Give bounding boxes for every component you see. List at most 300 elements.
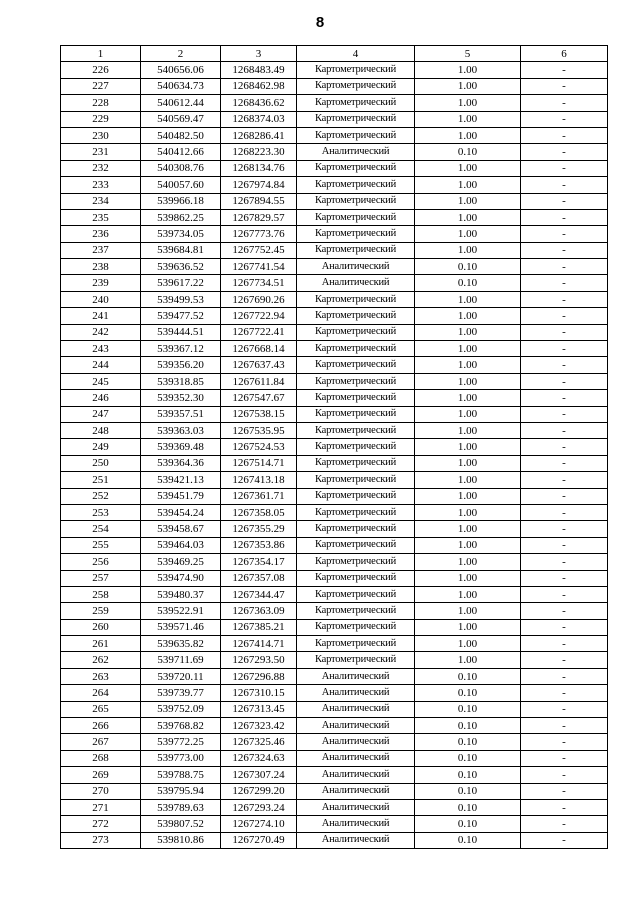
- note-cell: -: [521, 390, 608, 406]
- x-coordinate-cell: 539318.85: [141, 373, 221, 389]
- method-cell: Аналитический: [297, 767, 415, 783]
- note-cell: -: [521, 357, 608, 373]
- method-cell: Картометрический: [297, 455, 415, 471]
- y-coordinate-cell: 1268286.41: [221, 127, 297, 143]
- point-number-cell: 270: [61, 783, 141, 799]
- point-number-cell: 259: [61, 603, 141, 619]
- y-coordinate-cell: 1267414.71: [221, 636, 297, 652]
- y-coordinate-cell: 1267293.50: [221, 652, 297, 668]
- method-cell: Картометрический: [297, 406, 415, 422]
- y-coordinate-cell: 1267752.45: [221, 242, 297, 258]
- column-header: 3: [221, 46, 297, 62]
- y-coordinate-cell: 1267547.67: [221, 390, 297, 406]
- table-row: [61, 209, 608, 225]
- table-row: [61, 341, 608, 357]
- x-coordinate-cell: 539363.03: [141, 422, 221, 438]
- point-number-cell: 268: [61, 750, 141, 766]
- x-coordinate-cell: 539454.24: [141, 504, 221, 520]
- y-coordinate-cell: 1268436.62: [221, 95, 297, 111]
- table-row: [61, 488, 608, 504]
- point-number-cell: 236: [61, 226, 141, 242]
- point-number-cell: 226: [61, 62, 141, 78]
- table-row: [61, 390, 608, 406]
- y-coordinate-cell: 1267668.14: [221, 341, 297, 357]
- point-number-cell: 264: [61, 685, 141, 701]
- method-cell: Картометрический: [297, 603, 415, 619]
- table-header-row: [61, 46, 608, 62]
- method-cell: Картометрический: [297, 193, 415, 209]
- x-coordinate-cell: 539711.69: [141, 652, 221, 668]
- accuracy-cell: 1.00: [415, 636, 521, 652]
- table-row: [61, 668, 608, 684]
- point-number-cell: 261: [61, 636, 141, 652]
- accuracy-cell: 1.00: [415, 537, 521, 553]
- x-coordinate-cell: 539807.52: [141, 816, 221, 832]
- method-cell: Картометрический: [297, 127, 415, 143]
- table-row: [61, 619, 608, 635]
- point-number-cell: 247: [61, 406, 141, 422]
- x-coordinate-cell: 539464.03: [141, 537, 221, 553]
- x-coordinate-cell: 540612.44: [141, 95, 221, 111]
- point-number-cell: 239: [61, 275, 141, 291]
- point-number-cell: 233: [61, 177, 141, 193]
- accuracy-cell: 1.00: [415, 570, 521, 586]
- note-cell: -: [521, 816, 608, 832]
- y-coordinate-cell: 1268374.03: [221, 111, 297, 127]
- point-number-cell: 265: [61, 701, 141, 717]
- x-coordinate-cell: 539772.25: [141, 734, 221, 750]
- point-number-cell: 237: [61, 242, 141, 258]
- point-number-cell: 232: [61, 160, 141, 176]
- note-cell: -: [521, 636, 608, 652]
- x-coordinate-cell: 539364.36: [141, 455, 221, 471]
- note-cell: -: [521, 750, 608, 766]
- y-coordinate-cell: 1267611.84: [221, 373, 297, 389]
- note-cell: -: [521, 308, 608, 324]
- accuracy-cell: 0.10: [415, 275, 521, 291]
- accuracy-cell: 1.00: [415, 242, 521, 258]
- table-row: [61, 193, 608, 209]
- note-cell: -: [521, 324, 608, 340]
- method-cell: Картометрический: [297, 504, 415, 520]
- table-row: [61, 357, 608, 373]
- point-number-cell: 266: [61, 718, 141, 734]
- method-cell: Картометрический: [297, 95, 415, 111]
- note-cell: -: [521, 259, 608, 275]
- accuracy-cell: 0.10: [415, 259, 521, 275]
- point-number-cell: 269: [61, 767, 141, 783]
- x-coordinate-cell: 540634.73: [141, 78, 221, 94]
- x-coordinate-cell: 539684.81: [141, 242, 221, 258]
- accuracy-cell: 1.00: [415, 324, 521, 340]
- accuracy-cell: 1.00: [415, 652, 521, 668]
- note-cell: -: [521, 111, 608, 127]
- point-number-cell: 234: [61, 193, 141, 209]
- y-coordinate-cell: 1267296.88: [221, 668, 297, 684]
- note-cell: -: [521, 226, 608, 242]
- x-coordinate-cell: 539522.91: [141, 603, 221, 619]
- method-cell: Аналитический: [297, 701, 415, 717]
- x-coordinate-cell: 539752.09: [141, 701, 221, 717]
- y-coordinate-cell: 1267344.47: [221, 586, 297, 602]
- method-cell: Картометрический: [297, 209, 415, 225]
- y-coordinate-cell: 1267385.21: [221, 619, 297, 635]
- y-coordinate-cell: 1267358.05: [221, 504, 297, 520]
- method-cell: Картометрический: [297, 341, 415, 357]
- y-coordinate-cell: 1267274.10: [221, 816, 297, 832]
- accuracy-cell: 0.10: [415, 767, 521, 783]
- method-cell: Картометрический: [297, 177, 415, 193]
- x-coordinate-cell: 539571.46: [141, 619, 221, 635]
- table-row: [61, 685, 608, 701]
- y-coordinate-cell: 1267524.53: [221, 439, 297, 455]
- accuracy-cell: 1.00: [415, 95, 521, 111]
- note-cell: -: [521, 521, 608, 537]
- table-row: [61, 816, 608, 832]
- accuracy-cell: 1.00: [415, 193, 521, 209]
- method-cell: Картометрический: [297, 357, 415, 373]
- point-number-cell: 256: [61, 554, 141, 570]
- note-cell: -: [521, 439, 608, 455]
- table-row: [61, 111, 608, 127]
- table-body: [61, 62, 608, 849]
- x-coordinate-cell: 540482.50: [141, 127, 221, 143]
- point-number-cell: 248: [61, 422, 141, 438]
- accuracy-cell: 1.00: [415, 341, 521, 357]
- x-coordinate-cell: 539451.79: [141, 488, 221, 504]
- y-coordinate-cell: 1267353.86: [221, 537, 297, 553]
- table-row: [61, 373, 608, 389]
- point-number-cell: 257: [61, 570, 141, 586]
- y-coordinate-cell: 1267741.54: [221, 259, 297, 275]
- accuracy-cell: 1.00: [415, 373, 521, 389]
- table-row: [61, 177, 608, 193]
- y-coordinate-cell: 1268134.76: [221, 160, 297, 176]
- method-cell: Картометрический: [297, 373, 415, 389]
- table-row: [61, 652, 608, 668]
- note-cell: -: [521, 291, 608, 307]
- y-coordinate-cell: 1267722.94: [221, 308, 297, 324]
- point-number-cell: 251: [61, 472, 141, 488]
- table-row: [61, 455, 608, 471]
- point-number-cell: 238: [61, 259, 141, 275]
- method-cell: Картометрический: [297, 488, 415, 504]
- point-number-cell: 250: [61, 455, 141, 471]
- method-cell: Аналитический: [297, 259, 415, 275]
- note-cell: -: [521, 586, 608, 602]
- x-coordinate-cell: 539720.11: [141, 668, 221, 684]
- point-number-cell: 271: [61, 799, 141, 815]
- table-row: [61, 324, 608, 340]
- accuracy-cell: 1.00: [415, 586, 521, 602]
- point-number-cell: 227: [61, 78, 141, 94]
- x-coordinate-cell: 539352.30: [141, 390, 221, 406]
- point-number-cell: 252: [61, 488, 141, 504]
- y-coordinate-cell: 1267894.55: [221, 193, 297, 209]
- x-coordinate-cell: 539739.77: [141, 685, 221, 701]
- table-row: [61, 472, 608, 488]
- x-coordinate-cell: 539795.94: [141, 783, 221, 799]
- table-row: [61, 783, 608, 799]
- accuracy-cell: 0.10: [415, 783, 521, 799]
- method-cell: Картометрический: [297, 242, 415, 258]
- x-coordinate-cell: 539635.82: [141, 636, 221, 652]
- x-coordinate-cell: 539421.13: [141, 472, 221, 488]
- method-cell: Аналитический: [297, 668, 415, 684]
- note-cell: -: [521, 275, 608, 291]
- accuracy-cell: 0.10: [415, 685, 521, 701]
- method-cell: Картометрический: [297, 586, 415, 602]
- method-cell: Картометрический: [297, 390, 415, 406]
- y-coordinate-cell: 1267514.71: [221, 455, 297, 471]
- y-coordinate-cell: 1267690.26: [221, 291, 297, 307]
- note-cell: -: [521, 127, 608, 143]
- method-cell: Картометрический: [297, 62, 415, 78]
- y-coordinate-cell: 1267829.57: [221, 209, 297, 225]
- point-number-cell: 255: [61, 537, 141, 553]
- accuracy-cell: 1.00: [415, 488, 521, 504]
- y-coordinate-cell: 1267637.43: [221, 357, 297, 373]
- note-cell: -: [521, 62, 608, 78]
- method-cell: Картометрический: [297, 111, 415, 127]
- column-header: 2: [141, 46, 221, 62]
- accuracy-cell: 1.00: [415, 308, 521, 324]
- note-cell: -: [521, 767, 608, 783]
- method-cell: Картометрический: [297, 226, 415, 242]
- x-coordinate-cell: 539477.52: [141, 308, 221, 324]
- note-cell: -: [521, 718, 608, 734]
- note-cell: -: [521, 177, 608, 193]
- note-cell: -: [521, 242, 608, 258]
- accuracy-cell: 1.00: [415, 521, 521, 537]
- page-number: 8: [315, 14, 325, 31]
- accuracy-cell: 1.00: [415, 422, 521, 438]
- table-row: [61, 160, 608, 176]
- note-cell: -: [521, 832, 608, 848]
- table-row: [61, 95, 608, 111]
- y-coordinate-cell: 1267310.15: [221, 685, 297, 701]
- y-coordinate-cell: 1267270.49: [221, 832, 297, 848]
- y-coordinate-cell: 1267413.18: [221, 472, 297, 488]
- point-number-cell: 273: [61, 832, 141, 848]
- point-number-cell: 262: [61, 652, 141, 668]
- table-row: [61, 127, 608, 143]
- x-coordinate-cell: 539480.37: [141, 586, 221, 602]
- accuracy-cell: 1.00: [415, 439, 521, 455]
- accuracy-cell: 1.00: [415, 62, 521, 78]
- table-row: [61, 832, 608, 848]
- point-number-cell: 260: [61, 619, 141, 635]
- y-coordinate-cell: 1268483.49: [221, 62, 297, 78]
- accuracy-cell: 1.00: [415, 177, 521, 193]
- point-number-cell: 272: [61, 816, 141, 832]
- accuracy-cell: 1.00: [415, 472, 521, 488]
- x-coordinate-cell: 539458.67: [141, 521, 221, 537]
- method-cell: Аналитический: [297, 783, 415, 799]
- y-coordinate-cell: 1267538.15: [221, 406, 297, 422]
- x-coordinate-cell: 540412.66: [141, 144, 221, 160]
- accuracy-cell: 1.00: [415, 390, 521, 406]
- x-coordinate-cell: 539469.25: [141, 554, 221, 570]
- note-cell: -: [521, 341, 608, 357]
- method-cell: Аналитический: [297, 816, 415, 832]
- accuracy-cell: 1.00: [415, 209, 521, 225]
- x-coordinate-cell: 539768.82: [141, 718, 221, 734]
- table-row: [61, 603, 608, 619]
- table-row: [61, 750, 608, 766]
- note-cell: -: [521, 603, 608, 619]
- y-coordinate-cell: 1267354.17: [221, 554, 297, 570]
- y-coordinate-cell: 1267299.20: [221, 783, 297, 799]
- point-number-cell: 243: [61, 341, 141, 357]
- y-coordinate-cell: 1267325.46: [221, 734, 297, 750]
- coordinates-table: [60, 45, 608, 849]
- y-coordinate-cell: 1267722.41: [221, 324, 297, 340]
- point-number-cell: 253: [61, 504, 141, 520]
- table-row: [61, 767, 608, 783]
- note-cell: -: [521, 455, 608, 471]
- method-cell: Картометрический: [297, 472, 415, 488]
- accuracy-cell: 0.10: [415, 144, 521, 160]
- table-row: [61, 701, 608, 717]
- table-row: [61, 226, 608, 242]
- note-cell: -: [521, 570, 608, 586]
- accuracy-cell: 0.10: [415, 718, 521, 734]
- column-header: 6: [521, 46, 608, 62]
- method-cell: Аналитический: [297, 275, 415, 291]
- method-cell: Картометрический: [297, 652, 415, 668]
- accuracy-cell: 1.00: [415, 619, 521, 635]
- method-cell: Аналитический: [297, 832, 415, 848]
- method-cell: Картометрический: [297, 308, 415, 324]
- note-cell: -: [521, 701, 608, 717]
- y-coordinate-cell: 1267363.09: [221, 603, 297, 619]
- table-row: [61, 291, 608, 307]
- x-coordinate-cell: 539357.51: [141, 406, 221, 422]
- x-coordinate-cell: 539444.51: [141, 324, 221, 340]
- table-row: [61, 422, 608, 438]
- accuracy-cell: 1.00: [415, 111, 521, 127]
- accuracy-cell: 0.10: [415, 668, 521, 684]
- table-row: [61, 406, 608, 422]
- x-coordinate-cell: 540308.76: [141, 160, 221, 176]
- table-row: [61, 636, 608, 652]
- accuracy-cell: 1.00: [415, 554, 521, 570]
- table-row: [61, 439, 608, 455]
- accuracy-cell: 1.00: [415, 357, 521, 373]
- x-coordinate-cell: 539810.86: [141, 832, 221, 848]
- method-cell: Картометрический: [297, 324, 415, 340]
- note-cell: -: [521, 537, 608, 553]
- column-header: 1: [61, 46, 141, 62]
- x-coordinate-cell: 540057.60: [141, 177, 221, 193]
- x-coordinate-cell: 539636.52: [141, 259, 221, 275]
- x-coordinate-cell: 539617.22: [141, 275, 221, 291]
- accuracy-cell: 0.10: [415, 816, 521, 832]
- note-cell: -: [521, 504, 608, 520]
- method-cell: Картометрический: [297, 537, 415, 553]
- table-row: [61, 570, 608, 586]
- table-row: [61, 734, 608, 750]
- note-cell: -: [521, 652, 608, 668]
- method-cell: Картометрический: [297, 160, 415, 176]
- accuracy-cell: 1.00: [415, 455, 521, 471]
- y-coordinate-cell: 1267323.42: [221, 718, 297, 734]
- y-coordinate-cell: 1267313.45: [221, 701, 297, 717]
- accuracy-cell: 0.10: [415, 750, 521, 766]
- x-coordinate-cell: 539367.12: [141, 341, 221, 357]
- point-number-cell: 242: [61, 324, 141, 340]
- point-number-cell: 249: [61, 439, 141, 455]
- y-coordinate-cell: 1268223.30: [221, 144, 297, 160]
- y-coordinate-cell: 1267773.76: [221, 226, 297, 242]
- table-row: [61, 799, 608, 815]
- table-row: [61, 504, 608, 520]
- table-row: [61, 718, 608, 734]
- note-cell: -: [521, 95, 608, 111]
- y-coordinate-cell: 1267307.24: [221, 767, 297, 783]
- accuracy-cell: 1.00: [415, 406, 521, 422]
- y-coordinate-cell: 1267361.71: [221, 488, 297, 504]
- note-cell: -: [521, 783, 608, 799]
- x-coordinate-cell: 539966.18: [141, 193, 221, 209]
- note-cell: -: [521, 554, 608, 570]
- note-cell: -: [521, 668, 608, 684]
- accuracy-cell: 1.00: [415, 603, 521, 619]
- table-row: [61, 78, 608, 94]
- note-cell: -: [521, 734, 608, 750]
- accuracy-cell: 1.00: [415, 160, 521, 176]
- point-number-cell: 229: [61, 111, 141, 127]
- table-row: [61, 554, 608, 570]
- y-coordinate-cell: 1267357.08: [221, 570, 297, 586]
- x-coordinate-cell: 539499.53: [141, 291, 221, 307]
- method-cell: Аналитический: [297, 144, 415, 160]
- method-cell: Аналитический: [297, 718, 415, 734]
- note-cell: -: [521, 193, 608, 209]
- table-row: [61, 308, 608, 324]
- point-number-cell: 244: [61, 357, 141, 373]
- accuracy-cell: 0.10: [415, 734, 521, 750]
- table-row: [61, 259, 608, 275]
- note-cell: -: [521, 78, 608, 94]
- x-coordinate-cell: 539356.20: [141, 357, 221, 373]
- accuracy-cell: 1.00: [415, 504, 521, 520]
- y-coordinate-cell: 1267293.24: [221, 799, 297, 815]
- note-cell: -: [521, 799, 608, 815]
- method-cell: Аналитический: [297, 750, 415, 766]
- x-coordinate-cell: 539862.25: [141, 209, 221, 225]
- point-number-cell: 246: [61, 390, 141, 406]
- accuracy-cell: 1.00: [415, 127, 521, 143]
- table-row: [61, 62, 608, 78]
- x-coordinate-cell: 539789.63: [141, 799, 221, 815]
- table-row: [61, 242, 608, 258]
- point-number-cell: 254: [61, 521, 141, 537]
- point-number-cell: 241: [61, 308, 141, 324]
- table-row: [61, 537, 608, 553]
- note-cell: -: [521, 209, 608, 225]
- point-number-cell: 258: [61, 586, 141, 602]
- method-cell: Картометрический: [297, 554, 415, 570]
- point-number-cell: 230: [61, 127, 141, 143]
- note-cell: -: [521, 144, 608, 160]
- accuracy-cell: 0.10: [415, 832, 521, 848]
- x-coordinate-cell: 539369.48: [141, 439, 221, 455]
- column-header: 5: [415, 46, 521, 62]
- point-number-cell: 267: [61, 734, 141, 750]
- method-cell: Аналитический: [297, 799, 415, 815]
